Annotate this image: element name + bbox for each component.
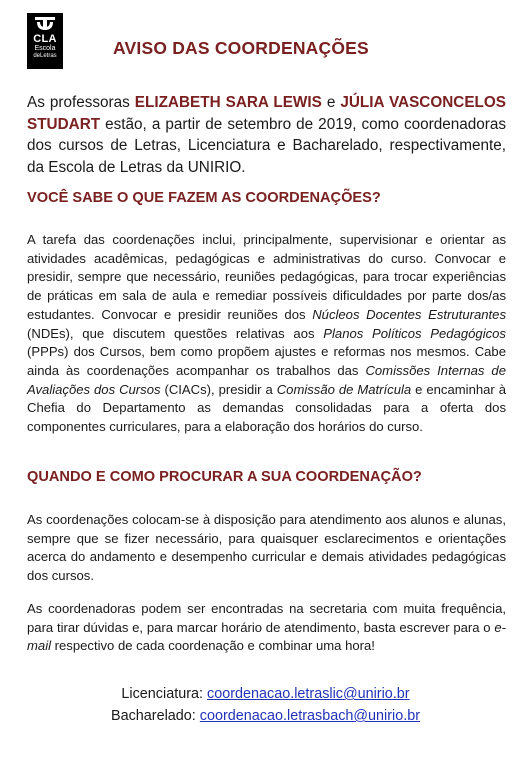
coordination-tasks-paragraph	[27, 231, 506, 437]
contact-row-licenciatura	[0, 683, 531, 705]
logo-text-cla: CLA	[33, 33, 57, 45]
contact-text-1: As coordenadoras podem ser encontradas na secretaria com muita frequência, para tirar dúvidas e, para marcar horário de atendimento, basta escrever para o	[27, 601, 506, 635]
logo-text-escola: Escola	[34, 45, 56, 52]
cla-logo-icon	[35, 17, 55, 33]
tasks-text-4: (CIACs), presidir a	[160, 381, 277, 397]
tasks-italic-ciac: Comissões Internas de Avaliações dos Cursos	[27, 362, 506, 397]
intro-text-2: e	[321, 94, 341, 111]
tasks-text-1: A tarefa das coordenações inclui, principalmente, supervisionar e orientar as atividades acadêmicas, pedagógicas e administrativas do curso. Convocar e presidir, sempre que necessário, reuniões pedagógicas, para trocar experiências de práticas em sala de aula e remediar possíveis dificuldades por parte dos/as estudantes. Convocar e presidir reuniões dos	[27, 232, 506, 322]
availability-paragraph: As coordenações colocam-se à disposição para atendimento aos alunos e alunas, sempre que se fizer necessário, para quaisquer esclarecimentos e orientações acerca do andamento e desempenho curricular e demais atividades pedagógicas dos cursos.	[27, 512, 506, 584]
coordinator-name-2: JÚLIA VASCONCELOS STUDART	[27, 94, 506, 133]
intro-paragraph	[27, 92, 506, 178]
tasks-italic-nde: Núcleos Docentes Estruturantes	[312, 306, 506, 322]
tasks-italic-ppp: Planos Políticos Pedagógicos	[323, 325, 506, 341]
tasks-italic-matricula: Comissão de Matrícula	[276, 381, 412, 397]
tasks-text-3: (PPPs) dos Cursos, bem como propõem ajustes e reformas nos mesmos. Cabe ainda às coordenações acompanhar os trabalhos das	[27, 344, 506, 378]
page-title: AVISO DAS COORDENAÇÕES	[113, 38, 369, 58]
contact-list	[0, 683, 531, 727]
intro-text-3: estão, a partir de setembro de 2019, como coordenadoras dos cursos de Letras, Licenciatura e Bacharelado, respectivamente, da Escola de Letras da UNIRIO.	[27, 115, 506, 176]
coordinator-name-1: ELIZABETH SARA LEWIS	[134, 94, 322, 111]
bacharelado-email-link[interactable]: coordenacao.letrasbach@unirio.br	[199, 708, 420, 724]
section-heading-when: QUANDO E COMO PROCURAR A SUA COORDENAÇÃO?	[27, 469, 422, 485]
contact-italic-email: e-mail	[27, 619, 506, 654]
bacharelado-label: Bacharelado:	[110, 708, 200, 724]
logo-text-deletras: deLetras	[33, 53, 57, 59]
cla-logo	[27, 13, 63, 69]
contact-text-2: respectivo de cada coordenação e combinar uma hora!	[51, 638, 375, 654]
contact-row-bacharelado	[0, 705, 531, 727]
contact-instructions-paragraph	[27, 600, 506, 656]
tasks-text-2: (NDEs), que discutem questões relativas aos	[27, 325, 324, 341]
licenciatura-email-link[interactable]: coordenacao.letraslic@unirio.br	[207, 686, 410, 702]
tasks-text-5: e encaminhar à Chefia do Departamento as demandas consolidadas para a oferta dos componentes curriculares, para a elaboração dos horários do curso.	[27, 381, 506, 435]
section-heading-what: VOCÊ SABE O QUE FAZEM AS COORDENAÇÕES?	[27, 190, 381, 206]
licenciatura-label: Licenciatura:	[121, 686, 207, 702]
intro-text-1: As professoras	[27, 94, 135, 111]
